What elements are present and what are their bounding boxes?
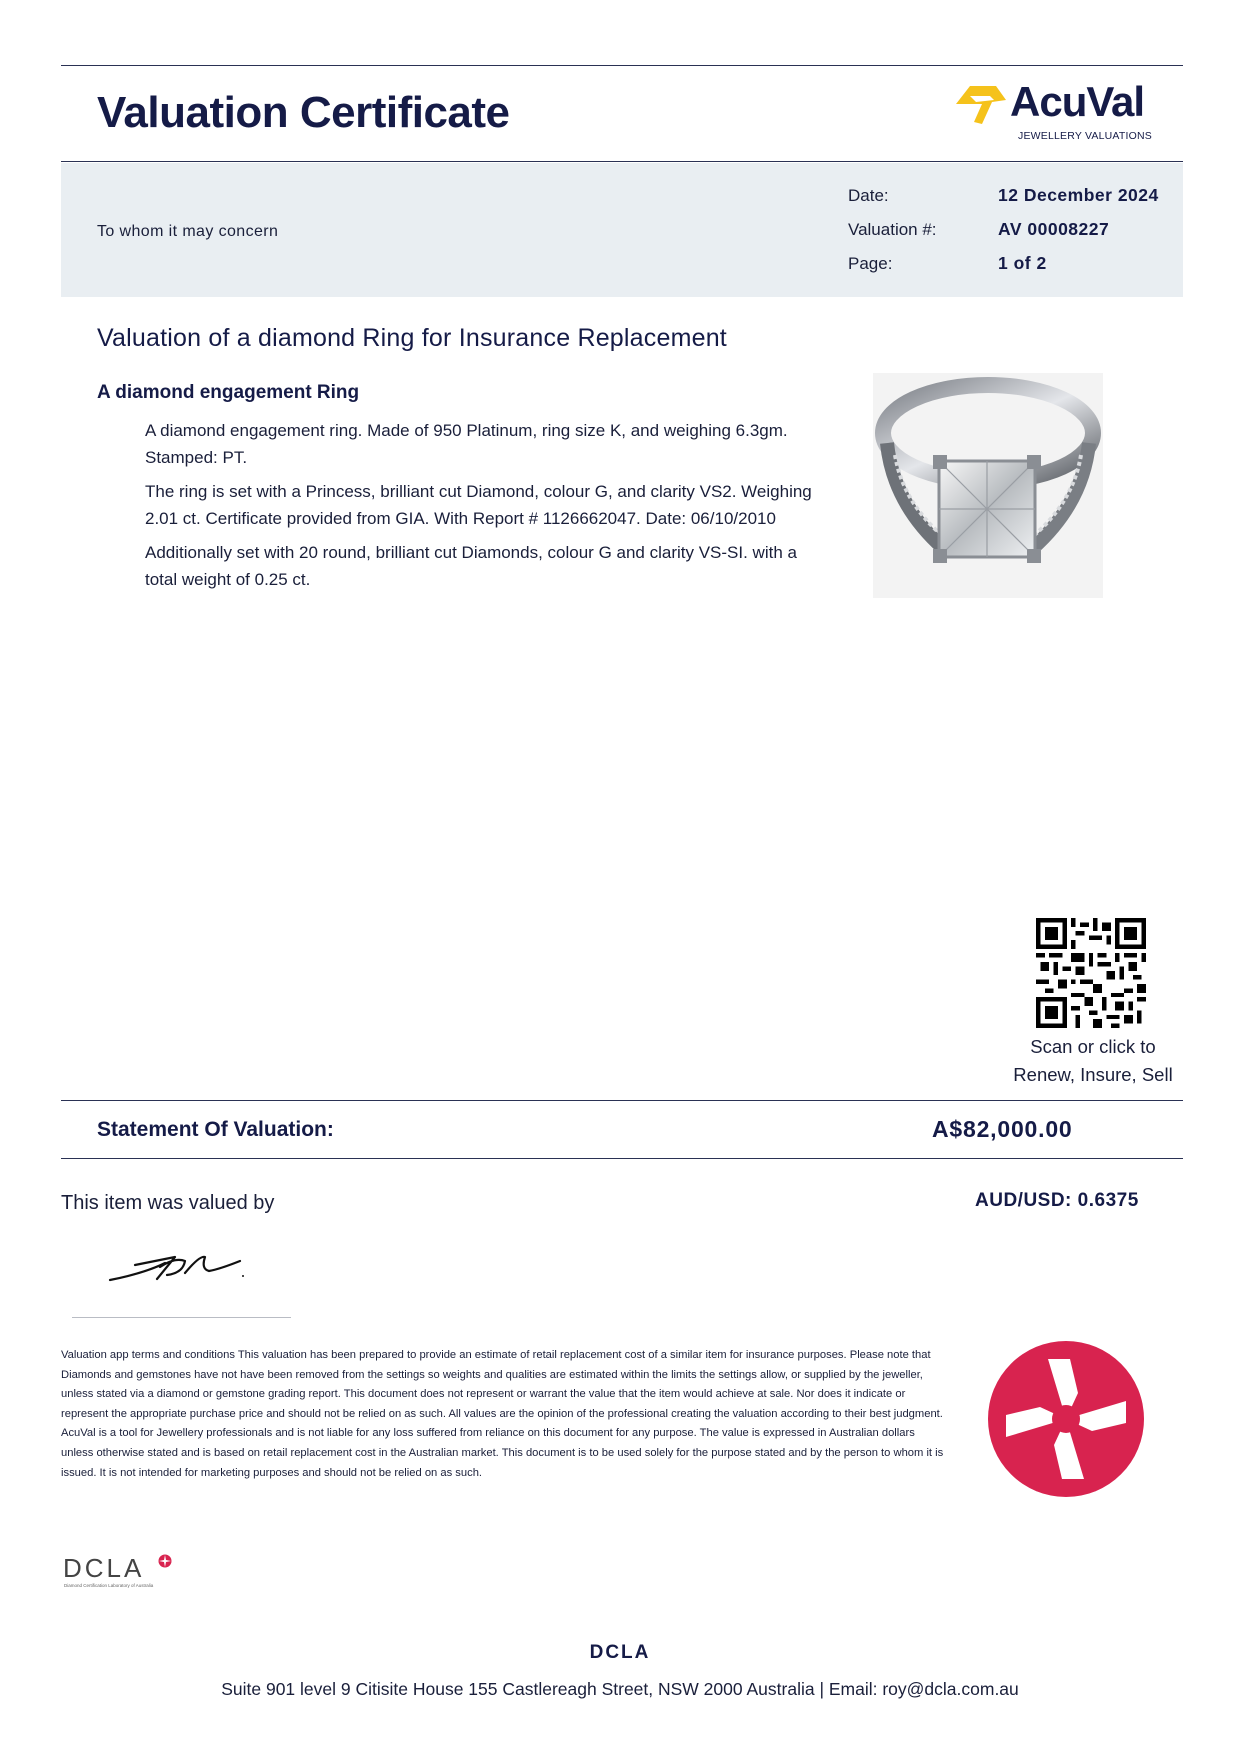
statement-bottom-rule xyxy=(61,1158,1183,1159)
description-paragraph: The ring is set with a Princess, brilliant cut Diamond, colour G, and clarity VS2. Weighing 2.01 ct. Certificate provided from GIA. With Report # 1126662047. Date: 06/10/2010 xyxy=(145,482,812,528)
item-description xyxy=(145,417,815,600)
description-paragraph: Additionally set with 20 round, brilliant cut Diamonds, colour G and clarity VS-SI. with a total weight of 0.25 ct. xyxy=(145,543,797,589)
qr-caption xyxy=(993,1033,1193,1089)
footer-company: DCLA xyxy=(589,1642,651,1663)
valuation-number-label: Valuation #: xyxy=(848,220,937,239)
footer-address: Suite 901 level 9 Citisite House 155 Castlereagh Street, NSW 2000 Australia | Email: roy@dcla.com.au xyxy=(221,1679,1019,1699)
valued-by-text: This item was valued by xyxy=(61,1192,275,1214)
date-label: Date: xyxy=(848,186,889,205)
terms-and-conditions: Valuation app terms and conditions This valuation has been prepared to provide an estimate of retail replacement cost of a similar item for insurance purposes. Please note that Diamonds and gemstones have not have been removed from the settings so weights and qualities are estimated within the limits the settings allow, or supplied by the jeweller, unless stated via a diamond or gemstone grading report. This document does not represent or warrant the value that the item would achieve at sale. Nor does it indicate or represent the appropriate purchase price and should not be relied on as such. All values are the opinion of the professional creating the valuation according to their best judgment. AcuVal is a tool for Jewellery professionals and is not liable for any loss suffered from reliance on this document for any purpose. The value is expressed in Australian dollars unless otherwise stated and is based on retail replacement cost in the Australian market. This document is to be used solely for the purpose stated and by the person to whom it is issued. It is not intended for marketing purposes and should not be relied on as such. xyxy=(61,1349,944,1479)
header-rule xyxy=(61,161,1183,162)
brand-name: AcuVal xyxy=(1010,78,1145,125)
qr-code[interactable] xyxy=(1036,918,1146,1028)
valuation-heading: Valuation of a diamond Ring for Insurance Replacement xyxy=(97,324,727,352)
statement-top-rule xyxy=(61,1100,1183,1101)
valuer-signature xyxy=(105,1245,245,1285)
ring-photo xyxy=(873,373,1103,598)
qr-caption-line: Scan or click to xyxy=(1030,1036,1156,1057)
valuation-number-value: AV 00008227 xyxy=(998,219,1110,239)
acuval-mark-icon xyxy=(952,82,1010,128)
dcla-logo xyxy=(63,1553,183,1593)
acuval-logo xyxy=(952,78,1162,146)
top-rule xyxy=(61,65,1183,66)
dcla-star-icon xyxy=(158,1554,172,1568)
date-value: 12 December 2024 xyxy=(998,185,1159,205)
exchange-rate: AUD/USD: 0.6375 xyxy=(975,1190,1139,1211)
signature-line xyxy=(72,1317,291,1318)
info-band xyxy=(61,163,1183,297)
item-title: A diamond engagement Ring xyxy=(97,382,360,403)
page-label: Page: xyxy=(848,254,893,273)
greeting: To whom it may concern xyxy=(97,223,279,240)
qr-caption-line: Renew, Insure, Sell xyxy=(1013,1064,1173,1085)
dcla-logo-word: DCLA xyxy=(63,1553,145,1583)
dcla-logo-subtitle: Diamond Certification Laboratory of Australia xyxy=(64,1583,154,1588)
statement-label: Statement Of Valuation: xyxy=(97,1118,334,1141)
page-value: 1 of 2 xyxy=(998,253,1047,273)
page-title: Valuation Certificate xyxy=(97,88,510,137)
statement-value: A$82,000.00 xyxy=(932,1116,1073,1142)
description-paragraph: A diamond engagement ring. Made of 950 Platinum, ring size K, and weighing 6.3gm. Stamped: PT. xyxy=(145,421,788,467)
brand-tagline: JEWELLERY VALUATIONS xyxy=(1018,130,1152,142)
dcla-seal-icon xyxy=(986,1339,1146,1499)
